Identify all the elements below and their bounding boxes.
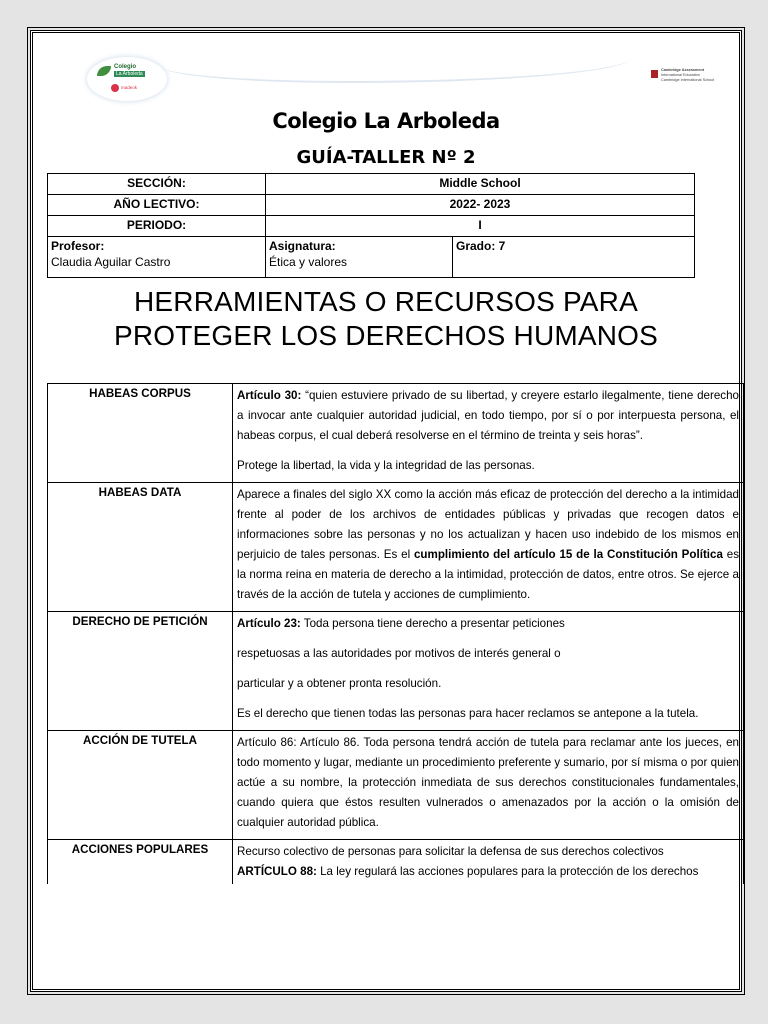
article-ref: ARTÍCULO 88: (237, 865, 317, 878)
rights-row-acciones-populares (48, 840, 744, 885)
description-paragraph: particular y a obtener pronta resolución. (237, 677, 442, 690)
periodo-value: I (266, 216, 695, 237)
leaf-icon (97, 66, 111, 76)
school-name: Colegio La Arboleda (272, 109, 500, 133)
description-text: Aparece a finales del siglo XX como la acción más eficaz de protección del derecho a la intimidad frente al poder de los archivos de entidades públicas y privadas que recogen datos e informaciones sobre las personas y no los actualizan y hacen uso indebido de los mismos en perjuicio de tales personas. Es el (237, 488, 739, 561)
ano-value: 2022- 2023 (266, 195, 695, 216)
right-description (233, 840, 744, 885)
rights-table (47, 383, 744, 884)
description-paragraph (237, 386, 739, 446)
rights-row-habeas-corpus (48, 384, 744, 483)
description-paragraph: respetuosas a las autoridades por motivos de interés general o (237, 647, 561, 660)
grado-label: Grado: 7 (456, 239, 506, 253)
rights-row-habeas-data (48, 483, 744, 612)
info-table (47, 173, 695, 278)
rights-row-derecho-peticion (48, 612, 744, 731)
header-decoration (161, 41, 631, 83)
description-paragraph (237, 614, 739, 634)
description-paragraph: Recurso colectivo de personas para solicitar la defensa de sus derechos colectivos (237, 845, 664, 858)
logo-text-colegio: Colegio (114, 64, 136, 70)
main-title-line2: PROTEGER LOS DERECHOS HUMANOS (113, 320, 659, 351)
logo-text-arboleda: La Arboleda (116, 71, 143, 77)
document-page (30, 30, 742, 992)
profesor-value: Claudia Aguilar Castro (51, 255, 171, 269)
article-ref: Artículo 23: (237, 617, 301, 630)
main-title (33, 285, 739, 353)
article-ref: cumplimiento del artículo 15 de la Constitución Política (413, 548, 723, 561)
grado-cell (453, 237, 695, 278)
asignatura-value: Ética y valores (269, 255, 348, 269)
seccion-value: Middle School (266, 174, 695, 195)
cambridge-line2: International Education (661, 73, 700, 77)
profesor-cell (48, 237, 266, 278)
description-paragraph: Protege la libertad, la vida y la integridad de las personas. (237, 459, 535, 472)
description-paragraph: Artículo 86: Artículo 86. Toda persona tendrá acción de tutela para reclamar ante los jueces, en todo momento y lugar, mediante un procedimiento preferente y sumario, por sí misma o por quien actúe a su nombre, la protección inmediata de sus derechos constitucionales fundamentales, cuando quiera que éstos resulten vulnerados o amenazados por la acción o la omisión de cualquier autoridad pública. (237, 736, 739, 829)
right-description (233, 384, 744, 483)
right-name: ACCIÓN DE TUTELA (48, 731, 233, 840)
asignatura-label: Asignatura: (269, 239, 336, 253)
school-logo (87, 57, 167, 101)
right-name: HABEAS CORPUS (48, 384, 233, 483)
flower-icon (111, 84, 119, 92)
periodo-label: PERIODO: (48, 216, 266, 237)
guide-title: GUÍA-TALLER Nº 2 (296, 147, 476, 168)
cambridge-logo (651, 68, 731, 88)
seccion-label: SECCIÓN: (48, 174, 266, 195)
right-description (233, 612, 744, 731)
right-description (233, 483, 744, 612)
article-text: “quien estuviere privado de su libertad, y creyere estarlo ilegalmente, tiene derecho a invocar ante cualquier autoridad judicial, en todo tiempo, por sí o por interpuesta persona, el habeas corpus, el cual deberá resolverse en el término de treinta y seis horas”. (237, 389, 739, 442)
logo-text-sub: madeok (121, 85, 138, 90)
description-paragraph (237, 862, 739, 882)
info-row-seccion (48, 174, 695, 195)
right-name: DERECHO DE PETICIÓN (48, 612, 233, 731)
asignatura-cell (266, 237, 453, 278)
description-paragraph (237, 485, 739, 605)
article-text: Toda persona tiene derecho a presentar peticiones (300, 617, 565, 630)
info-row-periodo (48, 216, 695, 237)
info-row-details (48, 237, 695, 278)
article-text: La ley regulará las acciones populares para la protección de los derechos (316, 865, 699, 878)
profesor-label: Profesor: (51, 239, 105, 253)
right-name: HABEAS DATA (48, 483, 233, 612)
info-row-ano (48, 195, 695, 216)
right-description (233, 731, 744, 840)
cambridge-line3: Cambridge International School (661, 78, 715, 82)
article-ref: Artículo 30: (237, 389, 302, 402)
description-paragraph: Es el derecho que tienen todas las personas para hacer reclamos se antepone a la tutela. (237, 707, 699, 720)
main-title-line1: HERRAMIENTAS O RECURSOS PARA (134, 286, 638, 317)
rights-row-accion-tutela (48, 731, 744, 840)
ano-label: AÑO LECTIVO: (48, 195, 266, 216)
cambridge-shield-icon (651, 70, 658, 78)
right-name: ACCIONES POPULARES (48, 840, 233, 885)
cambridge-line1: Cambridge Assessment (661, 68, 705, 72)
header-band (41, 39, 735, 95)
description-text: es la norma reina en materia de derecho a la intimidad, protección de datos, entre otros. Se ejerce a través de la acción de tutela y acciones de cumplimiento. (237, 548, 739, 601)
